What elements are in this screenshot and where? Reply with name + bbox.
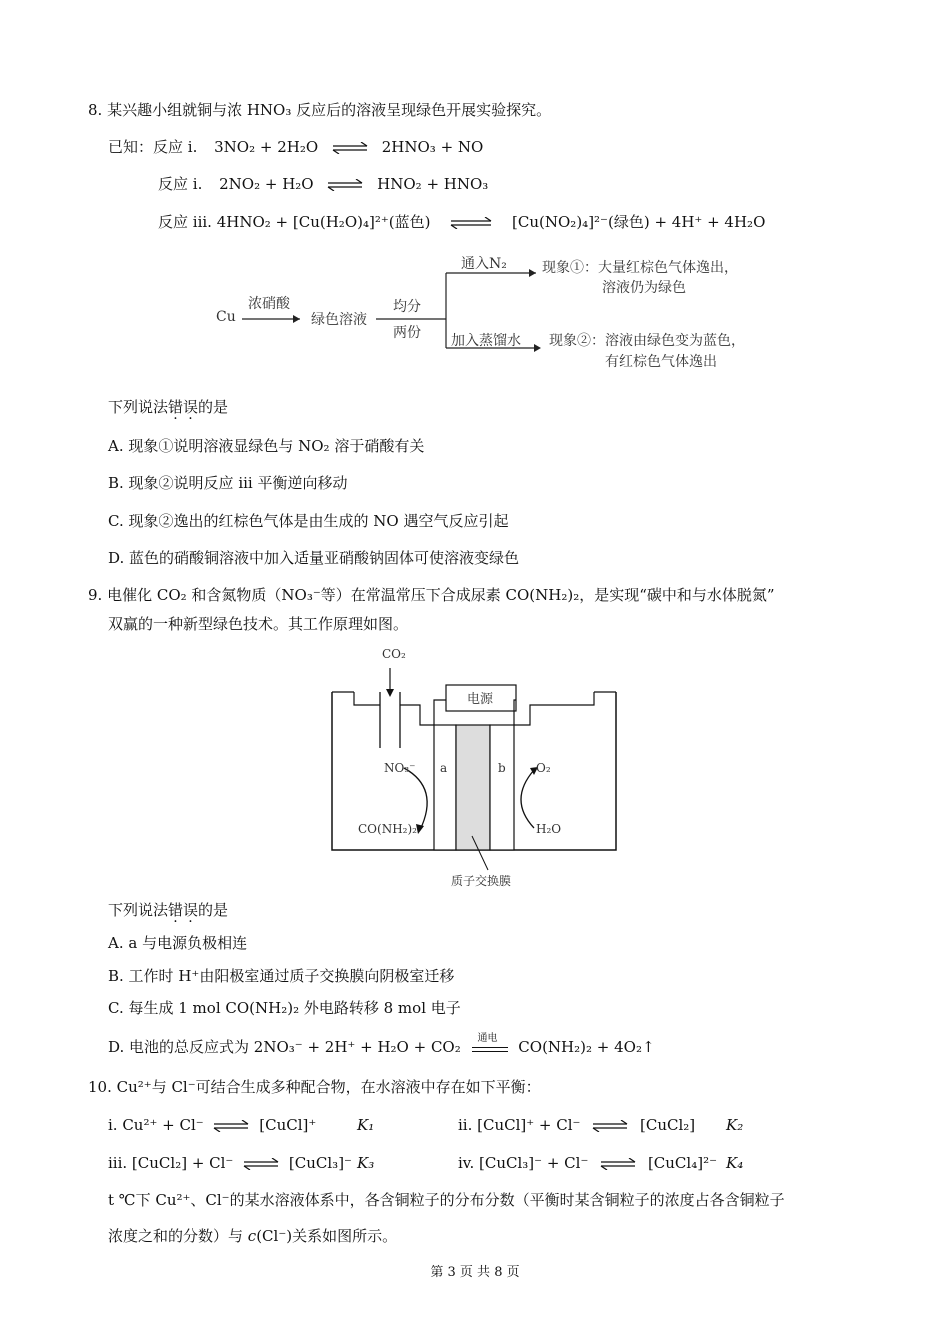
- reaction-left: 4HNO₂ + [Cu(H₂O)₄]²⁺(蓝色): [216, 213, 431, 231]
- q8-flow-diagram: [200, 248, 800, 380]
- q8-stem: 8. 某兴趣小组就铜与浓 HNO₃ 反应后的溶液呈现绿色开展实验探究。: [88, 101, 552, 119]
- fig-urea: CO(NH₂)₂: [358, 822, 417, 836]
- fig-power: 电源: [467, 692, 494, 707]
- q10-k1: K₁: [357, 1116, 375, 1134]
- desc-text: 浓度之和的分数）与: [108, 1227, 248, 1245]
- question-text: 下列说法: [108, 398, 169, 416]
- flow-split-1: 均分: [393, 299, 421, 315]
- eq-right: [CuCl]⁺: [259, 1116, 317, 1134]
- flow-phenomenon-2b: 有红棕色气体逸出: [605, 354, 717, 370]
- curved-arrow-icon: [404, 768, 427, 830]
- flow-phenomenon-1b: 溶液仍为绿色: [602, 280, 686, 296]
- q10-eq-3: [108, 1153, 352, 1173]
- equilibrium-arrow-icon: [599, 1158, 637, 1170]
- proton-exchange-membrane: [456, 725, 490, 850]
- flow-water: 加入蒸馏水: [451, 333, 521, 349]
- arrow-head-icon: [293, 315, 300, 323]
- fig-no3: NO₃⁻: [384, 761, 416, 775]
- eq-left: i. Cu²⁺ + Cl⁻: [108, 1116, 204, 1134]
- eq-right: [CuCl₄]²⁻: [647, 1154, 717, 1172]
- q9-electrolysis-diagram: [320, 640, 640, 895]
- flow-n2: 通入N₂: [461, 256, 507, 272]
- eq-left: ii. [CuCl]⁺ + Cl⁻: [458, 1116, 581, 1134]
- emphasis-char: 误: [183, 398, 199, 416]
- reaction-right: 2HNO₃ + NO: [381, 138, 484, 156]
- q9-option-a[interactable]: A. a 与电源负极相连: [108, 934, 248, 952]
- q10-eq-4: [458, 1153, 717, 1173]
- flow-phenomenon-1a: 现象①：大量红棕色气体逸出，: [542, 260, 738, 276]
- electrode-b: [490, 725, 514, 850]
- q10-desc-line2: [108, 1226, 397, 1246]
- q8-reaction-3: [158, 212, 765, 232]
- q8-question: [108, 397, 228, 417]
- equilibrium-arrow-icon: [331, 142, 369, 154]
- q9-option-b[interactable]: B. 工作时 H⁺由阳极室通过质子交换膜向阴极室迁移: [108, 967, 455, 985]
- electrolysis-condition: [472, 1033, 508, 1057]
- flow-cu: Cu: [216, 309, 236, 325]
- condition-label: 通电: [477, 1033, 498, 1044]
- q9-stem-line2: 双赢的一种新型绿色技术。其工作原理如图。: [108, 615, 409, 633]
- reaction-left: 2NO₂ + H₂O: [219, 175, 314, 193]
- fig-co2: CO₂: [382, 647, 406, 661]
- q10-k4: K₄: [726, 1154, 744, 1172]
- q9-option-d[interactable]: [108, 1033, 655, 1057]
- reaction-label: 反应 i.: [153, 138, 198, 156]
- q8-option-d[interactable]: D. 蓝色的硝酸铜溶液中加入适量亚硝酸钠固体可使溶液变绿色: [108, 549, 520, 567]
- q10-k2: K₂: [726, 1116, 744, 1134]
- equilibrium-arrow-icon: [242, 1158, 280, 1170]
- equilibrium-arrow-icon: [591, 1120, 629, 1132]
- eq-left: iii. [CuCl₂] + Cl⁻: [108, 1154, 234, 1172]
- eq-right: [CuCl₃]⁻: [288, 1154, 352, 1172]
- option-text: D. 电池的总反应式为 2NO₃⁻ + 2H⁺ + H₂O + CO₂: [108, 1038, 461, 1056]
- reaction-label: 反应 iii.: [158, 213, 212, 231]
- desc-var: c: [247, 1227, 257, 1245]
- eq-left: iv. [CuCl₃]⁻ + Cl⁻: [458, 1154, 589, 1172]
- electrode-a: [434, 725, 456, 850]
- question-text: 的是: [198, 901, 229, 919]
- fig-o2: O₂: [536, 761, 551, 775]
- fig-h2o: H₂O: [536, 822, 562, 836]
- q10-desc-line1: t ℃下 Cu²⁺、Cl⁻的某水溶液体系中，各含铜粒子的分布分数（平衡时某含铜粒子的浓度占各含铜粒子: [108, 1191, 785, 1209]
- known-label: 已知：: [108, 138, 154, 156]
- reaction-right: [Cu(NO₂)₄]²⁻(绿色) + 4H⁺ + 4H₂O: [512, 213, 766, 231]
- q8-option-b[interactable]: B. 现象②说明反应 iii 平衡逆向移动: [108, 474, 348, 492]
- equilibrium-arrow-icon: [449, 217, 493, 229]
- question-text: 下列说法: [108, 901, 169, 919]
- emphasis-char: 错: [168, 901, 184, 919]
- fig-a: a: [440, 761, 448, 775]
- reaction-right: HNO₂ + HNO₃: [377, 175, 489, 193]
- q10-eq-2: [458, 1115, 695, 1135]
- flow-acid: 浓硝酸: [248, 296, 290, 312]
- q8-reaction-1: [108, 137, 483, 157]
- q8-option-a[interactable]: A. 现象①说明溶液显绿色与 NO₂ 溶于硝酸有关: [108, 437, 425, 455]
- eq-right: [CuCl₂]: [640, 1116, 696, 1134]
- q8-reaction-2: [158, 174, 488, 194]
- question-text: 的是: [198, 398, 229, 416]
- q9-stem-line1: 9. 电催化 CO₂ 和含氮物质（NO₃⁻等）在常温常压下合成尿素 CO(NH₂)₂，是实现“碳中和与水体脱氮”: [88, 586, 775, 604]
- q10-eq-1: [108, 1115, 316, 1135]
- curved-arrow-icon: [521, 770, 534, 828]
- q9-question: [108, 900, 228, 920]
- option-text: CO(NH₂)₂ + 4O₂↑: [518, 1038, 655, 1056]
- flow-green-solution: 绿色溶液: [311, 312, 367, 328]
- emphasis-char: 错: [168, 398, 184, 416]
- equilibrium-arrow-icon: [326, 179, 364, 191]
- arrow-head-icon: [529, 269, 536, 277]
- reaction-left: 3NO₂ + 2H₂O: [214, 138, 319, 156]
- flow-split-2: 两份: [393, 325, 421, 341]
- fig-b: b: [498, 761, 506, 775]
- q9-option-c[interactable]: C. 每生成 1 mol CO(NH₂)₂ 外电路转移 8 mol 电子: [108, 999, 461, 1017]
- emphasis-char: 误: [183, 901, 199, 919]
- q10-stem: 10. Cu²⁺与 Cl⁻可结合生成多种配合物，在水溶液中存在如下平衡：: [88, 1078, 541, 1096]
- q8-option-c[interactable]: C. 现象②逸出的红棕色气体是由生成的 NO 遇空气反应引起: [108, 512, 509, 530]
- arrow-head-icon: [386, 689, 394, 697]
- reaction-label: 反应 i.: [158, 175, 203, 193]
- equilibrium-arrow-icon: [212, 1120, 250, 1132]
- desc-text: (Cl⁻)关系如图所示。: [256, 1227, 398, 1245]
- arrow-head-icon: [534, 344, 541, 352]
- page-footer: 第 3 页 共 8 页: [430, 1265, 520, 1280]
- fig-membrane-label: 质子交换膜: [451, 874, 512, 888]
- flow-phenomenon-2a: 现象②：溶液由绿色变为蓝色，: [549, 333, 745, 349]
- q10-k3: K₃: [357, 1154, 375, 1172]
